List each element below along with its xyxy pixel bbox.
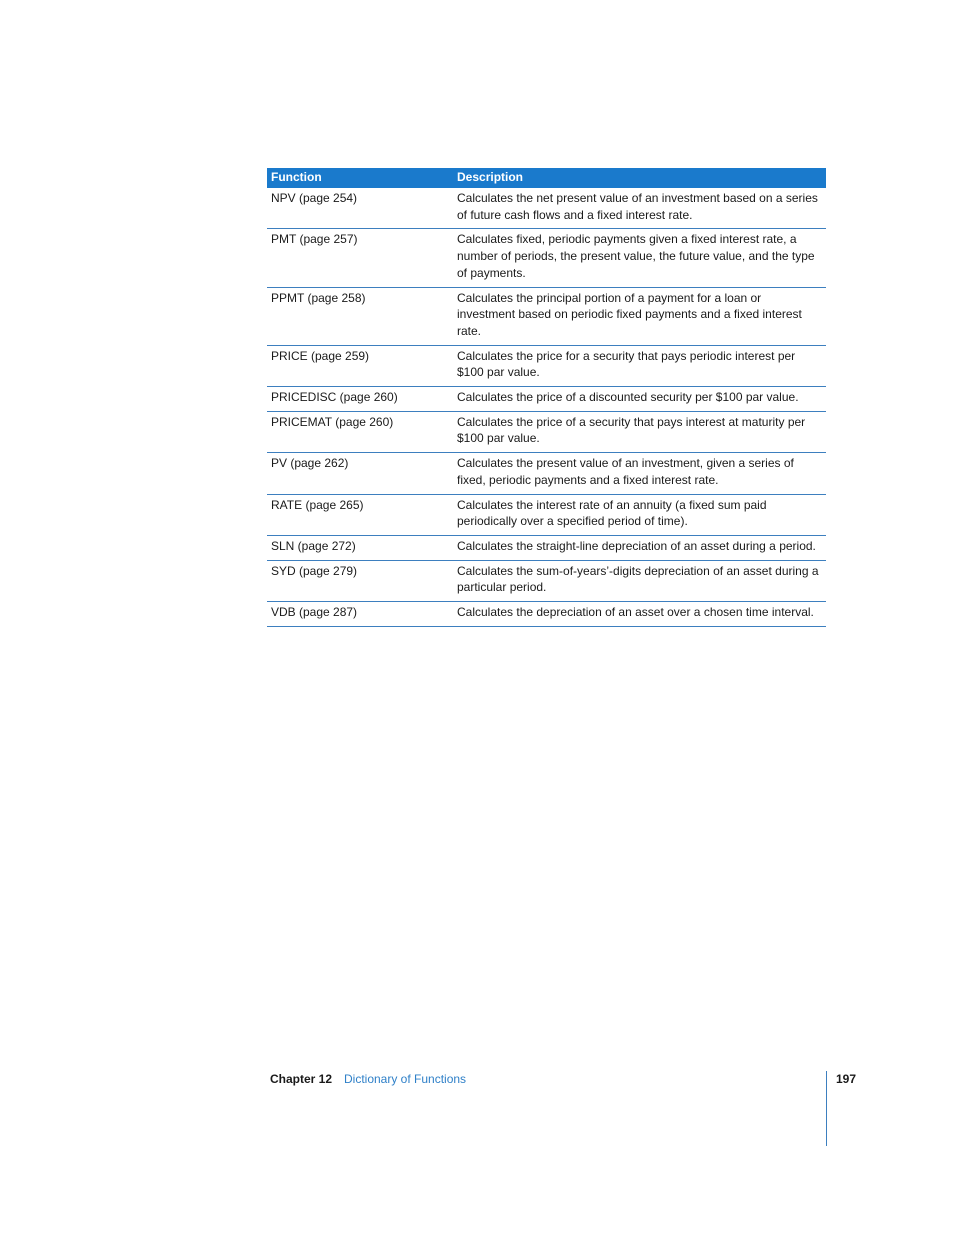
table-row bbox=[267, 188, 826, 229]
function-cell: NPV (page 254) bbox=[267, 188, 453, 229]
table-row bbox=[267, 560, 826, 601]
table-header-row bbox=[267, 168, 826, 188]
function-cell: VDB (page 287) bbox=[267, 602, 453, 627]
description-cell: Calculates fixed, periodic payments given a fixed interest rate, a number of periods, the present value, the future value, and the type of payments. bbox=[453, 229, 826, 287]
description-cell: Calculates the straight-line depreciation of an asset during a period. bbox=[453, 535, 826, 560]
function-cell: RATE (page 265) bbox=[267, 494, 453, 535]
function-cell: PV (page 262) bbox=[267, 453, 453, 494]
description-cell: Calculates the principal portion of a payment for a loan or investment based on periodic fixed payments and a fixed interest rate. bbox=[453, 287, 826, 345]
column-header-description: Description bbox=[453, 168, 826, 188]
function-cell: PMT (page 257) bbox=[267, 229, 453, 287]
footer-chapter-title: Dictionary of Functions bbox=[344, 1072, 467, 1086]
function-cell: PRICE (page 259) bbox=[267, 345, 453, 386]
column-header-function: Function bbox=[267, 168, 453, 188]
footer-chapter-label: Chapter 12 bbox=[270, 1072, 333, 1086]
table-row bbox=[267, 387, 826, 412]
description-cell: Calculates the interest rate of an annuity (a fixed sum paid periodically over a specified period of time). bbox=[453, 494, 826, 535]
description-cell: Calculates the net present value of an investment based on a series of future cash flows and a fixed interest rate. bbox=[453, 188, 826, 229]
table-row bbox=[267, 453, 826, 494]
table-row bbox=[267, 602, 826, 627]
table-row bbox=[267, 494, 826, 535]
functions-table bbox=[267, 168, 826, 627]
table-row bbox=[267, 229, 826, 287]
function-cell: PRICEMAT (page 260) bbox=[267, 411, 453, 452]
description-cell: Calculates the price for a security that pays periodic interest per $100 par value. bbox=[453, 345, 826, 386]
function-cell: PRICEDISC (page 260) bbox=[267, 387, 453, 412]
description-cell: Calculates the present value of an investment, given a series of fixed, periodic payments and a fixed interest rate. bbox=[453, 453, 826, 494]
page-number: 197 bbox=[836, 1072, 857, 1086]
function-cell: PPMT (page 258) bbox=[267, 287, 453, 345]
description-cell: Calculates the price of a discounted security per $100 par value. bbox=[453, 387, 826, 412]
function-cell: SYD (page 279) bbox=[267, 560, 453, 601]
table-row bbox=[267, 287, 826, 345]
table-header bbox=[267, 168, 826, 188]
table-row bbox=[267, 411, 826, 452]
description-cell: Calculates the price of a security that pays interest at maturity per $100 par value. bbox=[453, 411, 826, 452]
footer-divider bbox=[826, 1071, 827, 1146]
table-body bbox=[267, 188, 826, 626]
table-row bbox=[267, 535, 826, 560]
description-cell: Calculates the depreciation of an asset over a chosen time interval. bbox=[453, 602, 826, 627]
description-cell: Calculates the sum-of-years’-digits depreciation of an asset during a particular period. bbox=[453, 560, 826, 601]
function-cell: SLN (page 272) bbox=[267, 535, 453, 560]
table-row bbox=[267, 345, 826, 386]
